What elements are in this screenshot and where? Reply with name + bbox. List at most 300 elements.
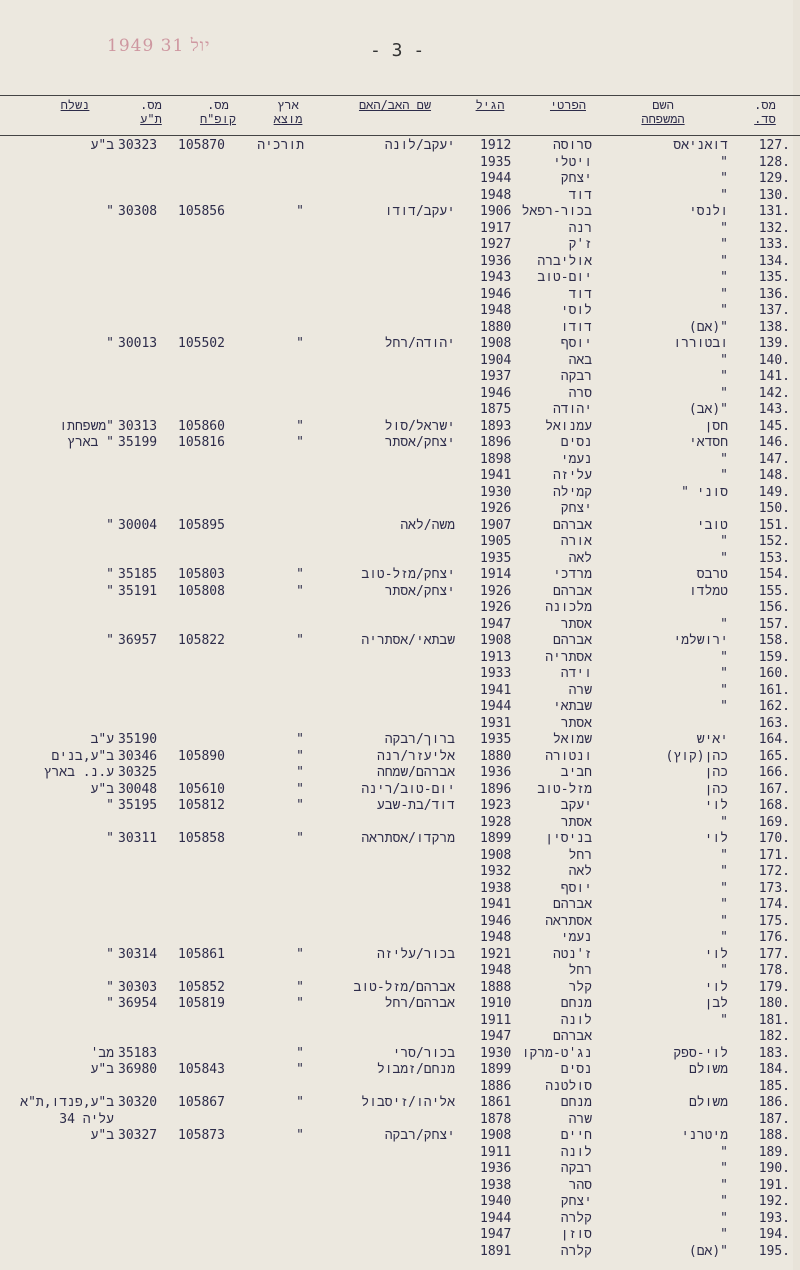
serial-number: 183. [758, 1045, 790, 1061]
birth-year: 1926 [480, 600, 512, 615]
table-row [0, 551, 800, 568]
table-row [0, 468, 800, 485]
kupah-number: 105803 [178, 567, 225, 582]
birth-year: 1944 [480, 171, 512, 186]
serial-number: 187. [758, 1111, 790, 1127]
family-name: סוני " [681, 484, 728, 500]
birth-year: 1927 [480, 237, 512, 252]
origin-country: " [296, 748, 304, 764]
origin-country: " [296, 732, 304, 747]
ta-number: 35191 [118, 583, 158, 599]
birth-year: 1941 [480, 682, 512, 698]
table-row [0, 1227, 800, 1244]
sent-note: " [106, 336, 114, 351]
table-row [0, 1128, 800, 1145]
birth-year: 1935 [480, 732, 512, 747]
given-name: סהר [568, 1177, 592, 1193]
table-row [0, 699, 800, 716]
family-name: "(אם) [688, 319, 728, 335]
birth-year: 1926 [480, 583, 512, 599]
serial-number: 186. [758, 1095, 790, 1110]
table-row [0, 237, 800, 254]
serial-number: 146. [758, 435, 790, 450]
family-name: ירושלמי [673, 633, 728, 648]
given-name: נעמי [560, 451, 592, 467]
serial-number: 143. [758, 402, 790, 417]
given-name: עמנואל [545, 418, 592, 434]
ta-number: 30346 [118, 748, 158, 764]
header-serial: מס. סד. [754, 98, 776, 126]
serial-number: 166. [758, 765, 790, 780]
serial-number: 148. [758, 468, 790, 483]
given-name: וידה [560, 666, 592, 681]
family-name: לוי [704, 831, 728, 846]
sent-note: ב"ע,בנים [51, 748, 114, 764]
table-row [0, 848, 800, 865]
birth-year: 1898 [480, 451, 512, 467]
birth-year: 1947 [480, 1227, 512, 1242]
serial-number: 189. [758, 1144, 790, 1160]
serial-number: 171. [758, 847, 790, 863]
ta-number: 36957 [118, 633, 158, 648]
header-sent: נשלח [60, 98, 90, 112]
birth-year: 1914 [480, 567, 512, 582]
family-name: " [720, 1012, 728, 1028]
parents-names: ברוך/רבקה [384, 732, 455, 747]
given-name: קלרה [560, 1243, 592, 1259]
given-name: מנחם [560, 996, 592, 1011]
kupah-number: 105812 [178, 798, 225, 813]
birth-year: 1946 [480, 913, 512, 929]
given-name: אסתראה [545, 913, 592, 929]
family-name: כהן(קוץ) [665, 748, 728, 764]
family-name: " [720, 930, 728, 945]
serial-number: 153. [758, 550, 790, 566]
serial-number: 169. [758, 814, 790, 830]
birth-year: 1948 [480, 930, 512, 945]
serial-number: 188. [758, 1128, 790, 1143]
given-name: יצחק [560, 501, 592, 516]
sent-note: " [106, 204, 114, 219]
birth-year: 1944 [480, 699, 512, 714]
birth-year: 1875 [480, 402, 512, 417]
ta-number: 30004 [118, 517, 158, 533]
kupah-number: 105890 [178, 748, 225, 764]
family-name: כהן [704, 781, 728, 797]
birth-year: 1936 [480, 253, 512, 269]
family-name: " [720, 220, 728, 236]
sent-note: " בארץ [67, 435, 114, 450]
sent-note: " [106, 798, 114, 813]
table-row [0, 914, 800, 931]
serial-number: 158. [758, 633, 790, 648]
origin-country: " [296, 946, 304, 962]
serial-number: 152. [758, 534, 790, 549]
given-name: אסתר [560, 616, 592, 632]
serial-number: 174. [758, 897, 790, 912]
kupah-number: 105822 [178, 633, 225, 648]
serial-number: 193. [758, 1210, 790, 1226]
table-row [0, 930, 800, 947]
given-name: קלרה [560, 1210, 592, 1226]
given-name: רבקה [560, 369, 592, 384]
birth-year: 1899 [480, 1062, 512, 1077]
given-name: מזל-טוב [537, 781, 592, 797]
family-name: " [720, 385, 728, 401]
origin-country: " [296, 1095, 304, 1110]
sent-note: " [106, 633, 114, 648]
table-row [0, 204, 800, 221]
header-bottom-rule [0, 135, 800, 136]
given-name: אסתר [560, 814, 592, 830]
birth-year: 1917 [480, 220, 512, 236]
birth-year: 1908 [480, 633, 512, 648]
given-name: רחל [568, 963, 592, 978]
ta-number: 30311 [118, 831, 158, 846]
ta-number: 30308 [118, 204, 158, 219]
table-row [0, 155, 800, 172]
table-row [0, 1046, 800, 1063]
table-row [0, 980, 800, 997]
serial-number: 173. [758, 880, 790, 896]
kupah-number: 105858 [178, 831, 225, 846]
serial-number: 128. [758, 154, 790, 170]
serial-number: 162. [758, 699, 790, 714]
kupah-number: 105861 [178, 946, 225, 962]
family-name: " [720, 864, 728, 879]
birth-year: 1938 [480, 1177, 512, 1193]
serial-number: 131. [758, 204, 790, 219]
family-name: " [720, 534, 728, 549]
family-name: " [720, 171, 728, 186]
given-name: יוסף [560, 880, 592, 896]
ta-number: 35199 [118, 435, 158, 450]
birth-year: 1893 [480, 418, 512, 434]
table-row [0, 633, 800, 650]
kupah-number: 105860 [178, 418, 225, 434]
family-name: יאיש [696, 732, 728, 747]
serial-number: 163. [758, 715, 790, 731]
kupah-number: 105895 [178, 517, 225, 533]
table-row [0, 270, 800, 287]
birth-year: 1947 [480, 1029, 512, 1044]
birth-year: 1896 [480, 781, 512, 797]
given-name: נסים [560, 1062, 592, 1077]
header-top-rule [0, 95, 800, 96]
family-name: " [720, 369, 728, 384]
kupah-number: 105819 [178, 996, 225, 1011]
birth-year: 1921 [480, 946, 512, 962]
table-row [0, 600, 800, 617]
table-row [0, 765, 800, 782]
given-name: מנחם [560, 1095, 592, 1110]
family-name: " [720, 616, 728, 632]
birth-year: 1940 [480, 1194, 512, 1209]
table-row [0, 221, 800, 238]
ta-number: 30013 [118, 336, 158, 351]
given-name: רבקה [560, 1161, 592, 1176]
given-name: אברהם [552, 583, 592, 599]
family-name: " [720, 352, 728, 368]
birth-year: 1947 [480, 616, 512, 632]
header-country: ארץ מוצא [273, 98, 303, 126]
origin-country: " [296, 418, 304, 434]
table-row [0, 419, 800, 436]
serial-number: 127. [758, 138, 790, 153]
serial-number: 138. [758, 319, 790, 335]
origin-country: " [296, 765, 304, 780]
given-name: בכור-רפאל [521, 204, 592, 219]
table-row [0, 1145, 800, 1162]
given-name: רנה [568, 220, 592, 236]
serial-number: 156. [758, 600, 790, 615]
given-name: סולטנה [545, 1078, 592, 1094]
birth-year: 1908 [480, 336, 512, 351]
given-name: שבתאי [552, 699, 592, 714]
family-name: ולנסי [688, 204, 728, 219]
sent-note: ב"ע [90, 138, 114, 153]
birth-year: 1908 [480, 847, 512, 863]
birth-year: 1923 [480, 798, 512, 813]
table-row [0, 584, 800, 601]
table-row [0, 254, 800, 271]
table-row [0, 864, 800, 881]
sent-note: " [106, 583, 114, 599]
table-row [0, 353, 800, 370]
given-name: לאה [568, 550, 592, 566]
header-ta: מס. ת"ע [140, 98, 162, 126]
parents-names: אליעזר/רנה [376, 748, 455, 764]
ta-number: 36954 [118, 996, 158, 1011]
sent-note: " [106, 946, 114, 962]
family-name: " [720, 1227, 728, 1242]
serial-number: 181. [758, 1012, 790, 1028]
table-row [0, 897, 800, 914]
serial-number: 141. [758, 369, 790, 384]
given-name: אברהם [552, 897, 592, 912]
table-row [0, 996, 800, 1013]
serial-number: 132. [758, 220, 790, 236]
ta-number: 30303 [118, 979, 158, 995]
table-row [0, 369, 800, 386]
family-name: לוי [704, 946, 728, 962]
sent-note: ב"ע [90, 1128, 114, 1143]
serial-number: 133. [758, 237, 790, 252]
given-name: לונה [560, 1012, 592, 1028]
table-row [0, 485, 800, 502]
serial-number: 140. [758, 352, 790, 368]
family-name: " [720, 666, 728, 681]
parents-names: יצחק/אסתר [384, 435, 455, 450]
serial-number: 177. [758, 946, 790, 962]
birth-year: 1928 [480, 814, 512, 830]
table-row [0, 1194, 800, 1211]
birth-year: 1931 [480, 715, 512, 731]
birth-year: 1930 [480, 484, 512, 500]
family-name: " [720, 154, 728, 170]
family-name: לוי [704, 798, 728, 813]
parents-names: יעקב/לונה [384, 138, 455, 153]
parents-names: מרקדו/אסתראה [361, 831, 455, 846]
given-name: סרוסה [552, 138, 592, 153]
serial-number: 130. [758, 187, 790, 203]
ta-number: 35185 [118, 567, 158, 582]
given-name: יהודה [552, 402, 592, 417]
birth-year: 1880 [480, 748, 512, 764]
kupah-number: 105867 [178, 1095, 225, 1110]
family-name: משולם [688, 1095, 728, 1110]
ta-number: 35183 [118, 1045, 158, 1061]
parents-names: אברהם/רחל [384, 996, 455, 1011]
sent-note: " [106, 979, 114, 995]
given-name: אברהם [552, 633, 592, 648]
kupah-number: 105816 [178, 435, 225, 450]
serial-number: 195. [758, 1243, 790, 1259]
given-name: ז'ק [568, 237, 592, 252]
origin-country: " [296, 567, 304, 582]
given-name: שרה [568, 682, 592, 698]
table-row [0, 732, 800, 749]
serial-number: 185. [758, 1078, 790, 1094]
given-name: יצחק [560, 1194, 592, 1209]
origin-country: " [296, 1128, 304, 1143]
given-name: קלר [568, 979, 592, 995]
family-name: " [720, 682, 728, 698]
ta-number: 30327 [118, 1128, 158, 1143]
birth-year: 1946 [480, 286, 512, 302]
birth-year: 1886 [480, 1078, 512, 1094]
table-row [0, 501, 800, 518]
given-name: אוליברה [537, 253, 592, 269]
ta-number: 35190 [118, 732, 158, 747]
birth-year: 1904 [480, 352, 512, 368]
given-name: אסתר [560, 715, 592, 731]
serial-number: 157. [758, 616, 790, 632]
header-given: הפרטי [549, 98, 586, 112]
table-row [0, 518, 800, 535]
kupah-number: 105502 [178, 336, 225, 351]
ta-number: 30314 [118, 946, 158, 962]
given-name: נג'ט-מרקו [521, 1045, 592, 1061]
sent-note: " [106, 517, 114, 533]
table-row [0, 749, 800, 766]
parents-names: ישראל/סול [384, 418, 455, 434]
origin-country: " [296, 798, 304, 813]
table-row [0, 650, 800, 667]
birth-year: 1930 [480, 1045, 512, 1061]
family-name: "(אם) [688, 1243, 728, 1259]
kupah-number: 105808 [178, 583, 225, 599]
table-row [0, 320, 800, 337]
serial-number: 170. [758, 831, 790, 846]
table-row [0, 1161, 800, 1178]
birth-year: 1948 [480, 963, 512, 978]
table-row [0, 452, 800, 469]
table-row [0, 798, 800, 815]
given-name: ונטורה [545, 748, 592, 764]
family-name: " [720, 880, 728, 896]
parents-names: יצחק/אסתר [384, 583, 455, 599]
parents-names: יצחק/מזל-טוב [361, 567, 455, 582]
family-name: חסן [704, 418, 728, 434]
origin-country: " [296, 996, 304, 1011]
serial-number: 147. [758, 451, 790, 467]
header-parents: שם האב/האם [358, 98, 432, 112]
family-name: " [720, 1161, 728, 1176]
table-row [0, 336, 800, 353]
given-name: שרה [568, 1111, 592, 1127]
birth-year: 1861 [480, 1095, 512, 1110]
given-name: לוסי [560, 303, 592, 318]
serial-number: 165. [758, 748, 790, 764]
given-name: יצחק [560, 171, 592, 186]
given-name: דוד [568, 187, 592, 203]
table-row [0, 947, 800, 964]
birth-year: 1905 [480, 534, 512, 549]
table-row [0, 1211, 800, 1228]
birth-year: 1896 [480, 435, 512, 450]
table-row [0, 831, 800, 848]
family-name: טמלדו [688, 583, 728, 599]
serial-number: 184. [758, 1062, 790, 1077]
table-row [0, 402, 800, 419]
parents-names: יעקב/דודו [384, 204, 455, 219]
given-name: נעמי [560, 930, 592, 945]
birth-year: 1911 [480, 1144, 512, 1160]
given-name: רחל [568, 847, 592, 863]
ta-number: 35195 [118, 798, 158, 813]
ta-number: 36980 [118, 1062, 158, 1077]
family-name: מיטרני [681, 1128, 728, 1143]
birth-year: 1913 [480, 649, 512, 665]
sent-note: ב"ע,פנדו,ת"א [20, 1095, 114, 1110]
family-name: " [720, 286, 728, 302]
family-name: " [720, 270, 728, 285]
origin-country: " [296, 435, 304, 450]
serial-number: 191. [758, 1177, 790, 1193]
family-name: לוי-ספק [673, 1045, 728, 1061]
table-row [0, 287, 800, 304]
family-name: טובי [696, 517, 728, 533]
birth-year: 1935 [480, 154, 512, 170]
family-name: "(אב) [688, 402, 728, 417]
birth-year: 1936 [480, 1161, 512, 1176]
kupah-number: 105843 [178, 1062, 225, 1077]
kupah-number: 105873 [178, 1128, 225, 1143]
parents-names: בכור/עליזה [376, 946, 455, 962]
ta-number: 30048 [118, 781, 158, 797]
serial-number: 176. [758, 930, 790, 945]
family-name: " [720, 963, 728, 978]
table-row [0, 1178, 800, 1195]
sent-note: מב' [90, 1045, 114, 1061]
parents-names: אברהם/מזל-טוב [353, 979, 455, 995]
table-row [0, 1112, 800, 1129]
given-name: אורה [560, 534, 592, 549]
page-number: - 3 - [370, 40, 425, 61]
table-row [0, 963, 800, 980]
birth-year: 1941 [480, 897, 512, 912]
serial-number: 145. [758, 418, 790, 434]
birth-year: 1880 [480, 319, 512, 335]
serial-number: 137. [758, 303, 790, 318]
family-name: " [720, 451, 728, 467]
serial-number: 139. [758, 336, 790, 351]
serial-number: 129. [758, 171, 790, 186]
family-name: לוי [704, 979, 728, 995]
parents-names: שבתאי/אסתריה [361, 633, 455, 648]
family-name: לבן [704, 996, 728, 1011]
